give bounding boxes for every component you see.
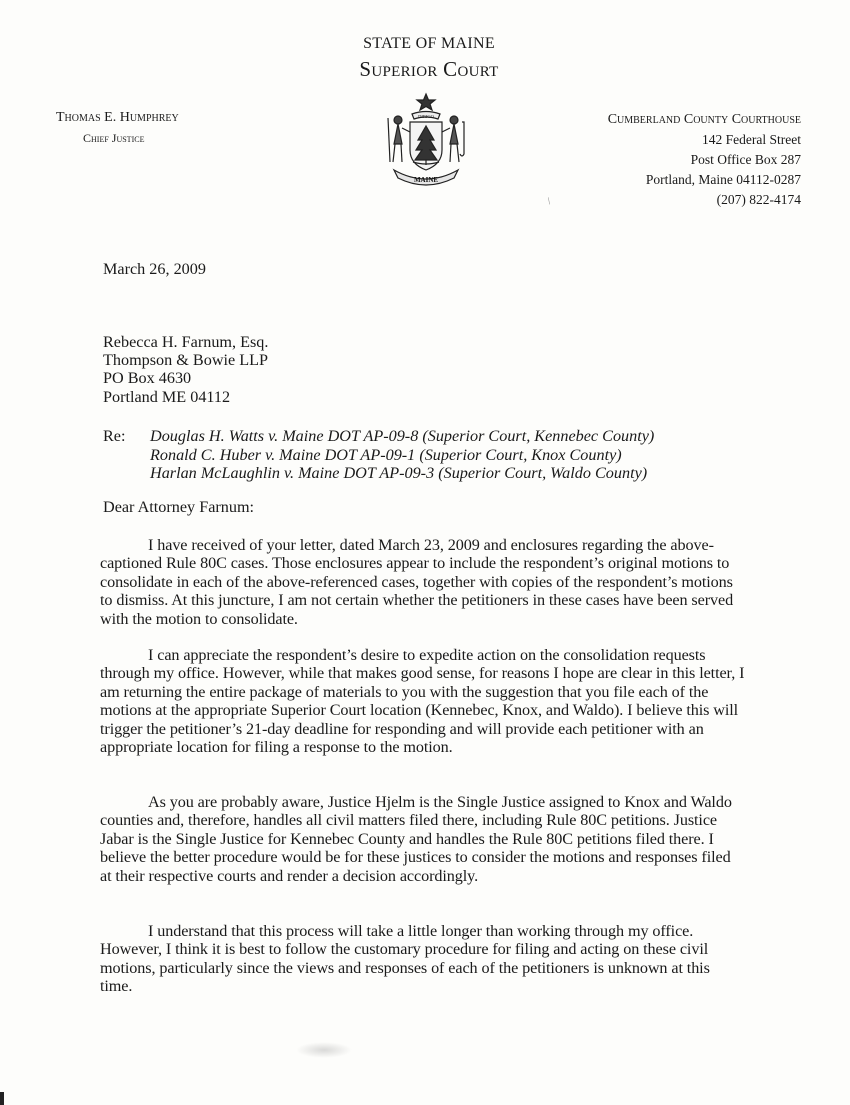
- re-case: Ronald C. Huber v. Maine DOT AP-09-1 (Superior Court, Knox County): [150, 445, 622, 464]
- recipient-address: [103, 333, 268, 406]
- body-paragraph: I understand that this process will take a little longer than working through my office. However, I think it is best to follow the customary procedure for filing and acting on these civil motions, particularly since the views and responses of each of the petitioners is unknown at this time.: [100, 922, 710, 996]
- courthouse-street: 142 Federal Street: [702, 132, 801, 147]
- seal-banner: MAINE: [413, 176, 439, 184]
- recipient-name: Rebecca H. Farnum, Esq.: [103, 333, 269, 351]
- recipient-box: PO Box 4630: [103, 369, 192, 388]
- courthouse-city: Portland, Maine 04112-0287: [645, 172, 801, 187]
- courthouse-name: Cumberland County Courthouse: [607, 112, 801, 127]
- scan-edge-mark: [0, 1092, 4, 1105]
- courthouse-po-box: Post Office Box 287: [690, 152, 801, 167]
- letterhead-address: [608, 110, 801, 210]
- letterhead-state: STATE OF MAINE: [363, 35, 495, 52]
- judge-name: Thomas E. Humphrey: [56, 110, 179, 125]
- salutation: Dear Attorney Farnum:: [103, 498, 255, 516]
- re-cases: [150, 427, 654, 483]
- body-paragraph: As you are probably aware, Justice Hjelm is the Single Justice assigned to Knox and Waldo counties and, therefore, handles all civil matters filed there, including Rule 80C petitions. Justice Jabar is the Single Justice for Kennebec County and handles the Rule 80C petitions filed there. I believe the better procedure would be for these justices to consider the motions and responses filed at their respective courts and render a decision accordingly.: [100, 793, 732, 885]
- recipient-city: Portland ME 04112: [103, 387, 231, 406]
- seal-motto: DIRIGO: [418, 114, 434, 119]
- letterhead-court: Superior Court: [359, 57, 499, 81]
- courthouse-phone: (207) 822-4174: [716, 192, 801, 207]
- judge-title: Chief Justice: [83, 131, 145, 145]
- re-case: Douglas H. Watts v. Maine DOT AP-09-8 (Superior Court, Kennebec County): [150, 427, 655, 445]
- letterhead-judge: [56, 110, 179, 146]
- letter-date: March 26, 2009: [103, 260, 206, 278]
- body-paragraph: I have received of your letter, dated March 23, 2009 and enclosures regarding the above-captioned Rule 80C cases. Those enclosures appear to include the respondent’s original motions to consolidate in each of the above-referenced cases, together with copies of the respondent’s motions to dismiss. At this juncture, I am not certain whether the petitioners in these cases have been served with the motion to consolidate.: [100, 536, 734, 628]
- recipient-firm: Thompson & Bowie LLP: [103, 351, 269, 370]
- stray-pen-mark: /: [545, 196, 554, 207]
- re-case: Harlan McLaughlin v. Maine DOT AP-09-3 (Superior Court, Waldo County): [150, 464, 648, 482]
- scan-smudge: [296, 1042, 352, 1058]
- state-seal-icon: [380, 92, 472, 188]
- re-label: Re:: [103, 427, 126, 445]
- body-paragraph: I can appreciate the respondent’s desire to expedite action on the consolidation requests through my office. However, while that makes good sense, for reasons I hope are clear in this letter, I am returning the entire package of materials to you with the suggestion that you file each of the motions at the appropriate Superior Court location (Kennebec, Knox, and Waldo). I believe this will trigger the petitioner’s 21-day deadline for responding and will provide each petitioner with an appropriate location for filing a response to the motion.: [100, 646, 745, 757]
